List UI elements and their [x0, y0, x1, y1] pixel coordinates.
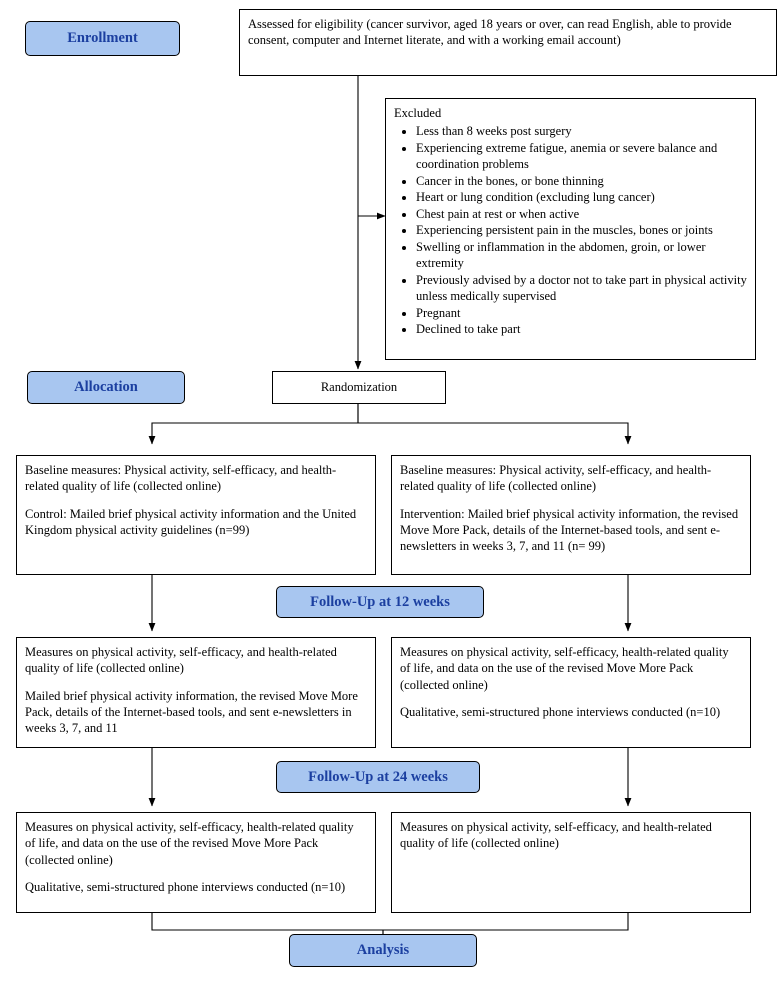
stage-followup-12-weeks-label: Follow-Up at 12 weeks — [310, 593, 450, 610]
stage-followup-12-weeks — [276, 586, 484, 618]
list-item: • Pregnant — [416, 305, 747, 322]
followup-12-control-box — [16, 637, 376, 748]
stage-enrollment — [25, 21, 180, 56]
list-item: • Heart or lung condition (excluding lung cancer) — [416, 189, 747, 206]
followup-24-control-interviews: Qualitative, semi-structured phone interviews conducted (n=10) — [25, 879, 346, 894]
list-item: • Experiencing extreme fatigue, anemia or severe balance and coordination problems — [416, 140, 747, 173]
followup-12-intervention-box — [391, 637, 751, 748]
list-item: • Experiencing persistent pain in the muscles, bones or joints — [416, 222, 747, 239]
eligibility-text: Assessed for eligibility (cancer survivor, aged 18 years or over, can read English, able to provide consent, computer and Internet literate, and with a working email account) — [248, 17, 732, 48]
followup-24-control-measures: Measures on physical activity, self-efficacy, health-related quality of life, and data on the use of the revised Move More Pack (collected online) — [25, 820, 354, 867]
followup-24-intervention-box — [391, 812, 751, 913]
followup-24-intervention-measures: Measures on physical activity, self-efficacy, and health-related quality of life (collected online) — [400, 820, 712, 851]
followup-12-control-measures: Measures on physical activity, self-efficacy, and health-related quality of life (collected online) — [25, 645, 337, 676]
followup-24-control-box — [16, 812, 376, 913]
list-item: • Chest pain at rest or when active — [416, 206, 747, 223]
stage-followup-24-weeks — [276, 761, 480, 793]
stage-allocation-label: Allocation — [74, 379, 138, 395]
list-item: • Previously advised by a doctor not to take part in physical activity unless medically supervised — [416, 272, 747, 305]
list-item: • Declined to take part — [416, 321, 747, 338]
allocation-control-box — [16, 455, 376, 575]
list-item: • Swelling or inflammation in the abdomen, groin, or lower extremity — [416, 239, 747, 272]
stage-analysis-label: Analysis — [356, 942, 410, 958]
stage-allocation — [27, 371, 185, 404]
excluded-title: Excluded — [394, 106, 442, 120]
followup-12-intervention-interviews: Qualitative, semi-structured phone interviews conducted (n=10) — [400, 704, 721, 719]
followup-12-control-actions: Mailed brief physical activity information, the revised Move More Pack, details of the Internet-based tools, and sent e-newsletters in weeks 3, 7, and 11 — [25, 688, 358, 735]
allocation-control-baseline: Baseline measures: Physical activity, self-efficacy, and health-related quality of life (collected online) — [25, 463, 337, 494]
followup-12-intervention-measures: Measures on physical activity, self-efficacy, health-related quality of life, and data on the use of the revised Move More Pack (collected online) — [400, 645, 729, 692]
stage-followup-24-weeks-label: Follow-Up at 24 weeks — [308, 768, 448, 785]
excluded-list — [394, 123, 747, 338]
list-item: • Less than 8 weeks post surgery — [416, 123, 747, 140]
allocation-intervention-baseline: Baseline measures: Physical activity, self-efficacy, and health-related quality of life (collected online) — [400, 463, 712, 494]
allocation-intervention-box — [391, 455, 751, 575]
stage-analysis — [289, 934, 477, 967]
eligibility-box — [239, 9, 777, 76]
allocation-control-arm: Control: Mailed brief physical activity information and the United Kingdom physical activity guidelines (n=99) — [25, 506, 357, 537]
list-item: • Cancer in the bones, or bone thinning — [416, 173, 747, 190]
allocation-intervention-arm: Intervention: Mailed brief physical activity information, the revised Move More Pack, details of the Internet-based tools, and sent e-newsletters in weeks 3, 7, and 11 (n= 99) — [400, 506, 739, 553]
excluded-box — [385, 98, 756, 360]
randomization-label: Randomization — [320, 380, 398, 394]
randomization-box — [272, 371, 446, 404]
stage-enrollment-label: Enrollment — [67, 30, 138, 46]
